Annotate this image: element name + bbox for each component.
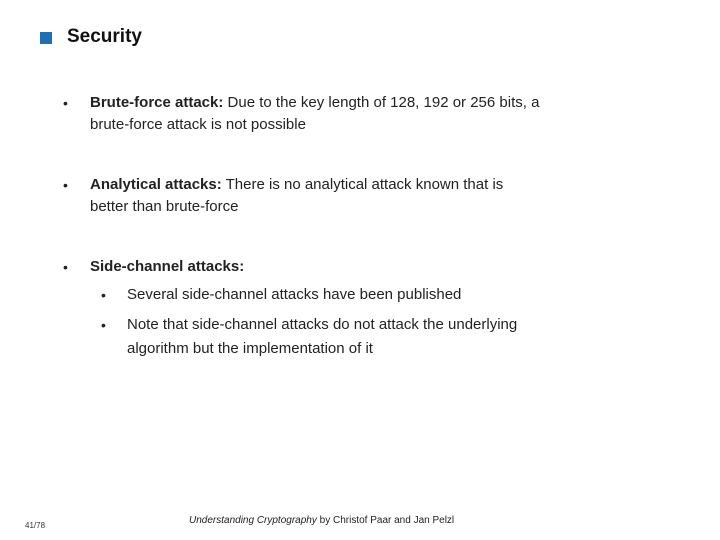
bullet-analytical [63,174,540,218]
bullet-heading: Analytical attacks: [90,176,222,193]
sub-bullet-published [101,284,567,306]
bullet-dot-icon: • [101,317,106,333]
title-square-icon [40,32,52,44]
slide-title: Security [67,26,142,47]
bullet-text: Due to the key length of 128, 192 or 256 bits, a brute-force attack is not possible [90,94,540,133]
bullet-text: There is no analytical attack known that is better than brute-force [90,176,504,215]
bullet-dot-icon: • [63,259,68,275]
footer-citation [189,515,454,526]
bullet-dot-icon: • [63,177,68,193]
sub-bullet-text: Note that side-channel attacks do not attack the underlying algorithm but the implementation of it [127,316,518,357]
bullet-dot-icon: • [63,95,68,111]
bullet-brute-force [63,92,540,136]
bullet-heading: Side-channel attacks: [90,258,245,275]
sub-bullet-implementation [101,313,567,361]
footer-byline: by Christof Paar and Jan Pelzl [316,515,455,526]
page-number: 41/78 [25,521,46,530]
bullet-heading: Brute-force attack: [90,94,224,111]
sub-bullet-text: Several side-channel attacks have been published [127,286,462,303]
book-title: Understanding Cryptography [189,515,317,526]
bullet-dot-icon: • [101,287,106,303]
bullet-side-channel [63,256,540,278]
